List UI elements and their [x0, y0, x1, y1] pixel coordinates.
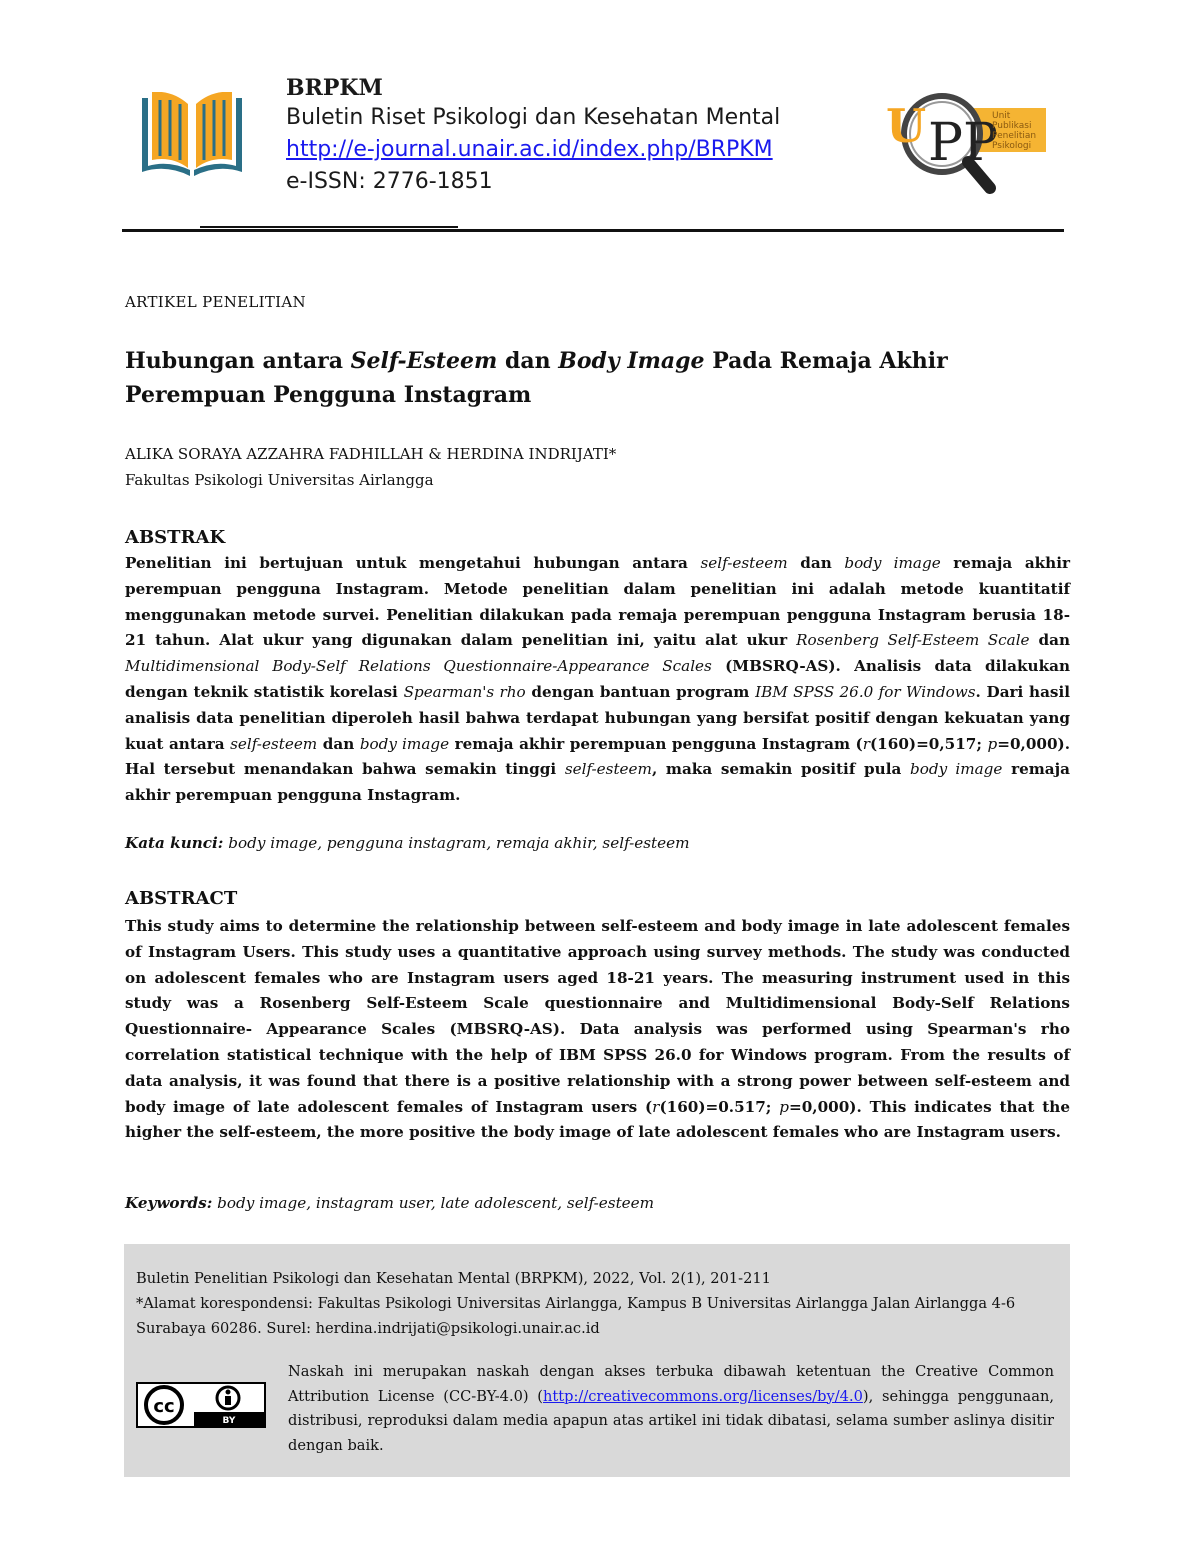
keywords-label: Keywords:	[125, 1194, 213, 1212]
journal-name: Buletin Riset Psikologi dan Kesehatan Mental	[286, 105, 781, 130]
keywords-values: body image, instagram user, late adolescent, self-esteem	[212, 1194, 655, 1212]
affiliation: Fakultas Psikologi Universitas Airlangga	[125, 471, 434, 489]
abstract-heading: ABSTRACT	[125, 888, 238, 909]
abstrak-heading: ABSTRAK	[125, 527, 226, 548]
abstract-body: This study aims to determine the relationship between self-esteem and body image in late adolescent females of Instagram Users. This study uses a quantitative approach using survey methods. The study was conducted on adolescent females who are Instagram users aged 18-21 years. The measuring instrument used in this study was a Rosenberg Self-Esteem Scale questionnaire and Multidimensional Body-Self Relations Questionnaire- Appearance Scales (MBSRQ-AS). Data analysis was performed using Spearman's rho correlation statistical technique with the help of IBM SPSS 26.0 for Windows program. From the results of data analysis, it was found that there is a positive relationship with a strong power between self-esteem and body image of late adolescent females of Instagram users (r(160)=0.517; p=0,000). This indicates that the higher the self-esteem, the more positive the body image of late adolescent females who are Instagram users.	[125, 917, 1070, 1142]
author-block	[125, 441, 616, 493]
upp-logo-text-3: Penelitian	[992, 131, 1037, 141]
journal-acronym: BRPKM	[286, 75, 383, 101]
license-url-link[interactable]: http://creativecommons.org/licenses/by/4.0	[543, 1387, 863, 1405]
abstrak-body: Penelitian ini bertujuan untuk mengetahui hubungan antara self-esteem dan body image remaja akhir perempuan pengguna Instagram. Metode penelitian dalam penelitian ini adalah metode kuantitatif menggunakan metode survei. Penelitian dilakukan pada remaja perempuan pengguna Instagram berusia 18-21 tahun. Alat ukur yang digunakan dalam penelitian ini, yaitu alat ukur Rosenberg Self-Esteem Scale dan Multidimensional Body-Self Relations Questionnaire-Appearance Scales (MBSRQ-AS). Analisis data dilakukan dengan teknik statistik korelasi Spearman's rho dengan bantuan program IBM SPSS 26.0 for Windows. Dari hasil analisis data penelitian diperoleh hasil bahwa terdapat hubungan yang bersifat positif dengan kekuatan yang kuat antara self-esteem dan body image remaja akhir perempuan pengguna Instagram (r(160)=0,517; p=0,000). Hal tersebut menandakan bahwa semakin tinggi self-esteem, maka semakin positif pula body image remaja akhir perempuan pengguna Instagram.	[125, 554, 1071, 805]
header-rule	[122, 229, 1064, 232]
upp-logo-text-4: Psikologi	[992, 141, 1032, 151]
keywords	[125, 1194, 654, 1212]
title-italic-self-esteem: Self-Esteem	[350, 348, 498, 374]
kata-kunci-values: body image, pengguna instagram, remaja akhir, self-esteem	[223, 834, 690, 852]
by-icon-text: BY	[222, 1416, 236, 1426]
article-title: Hubungan antara Self-Esteem dan Body Image Pada Remaja Akhir Perempuan Pengguna Instagram	[125, 348, 948, 408]
journal-url-link[interactable]: http://e-journal.unair.ac.id/index.php/BRPKM	[286, 137, 773, 162]
upp-magnifier-logo	[876, 84, 1048, 196]
header-rule-accent	[200, 226, 458, 228]
footer-citation-block	[136, 1266, 1056, 1341]
upp-logo-text-1: Unit	[992, 111, 1011, 121]
authors: ALIKA SORAYA AZZAHRA FADHILLAH & HERDINA INDRIJATI*	[125, 445, 617, 463]
cc-by-license-badge	[136, 1382, 266, 1428]
license-statement: Naskah ini merupakan naskah dengan akses terbuka dibawah ketentuan the Creative Common Attribution License (CC-BY-4.0) (http://creativecommons.org/licenses/by/4.0), sehingga penggunaan, distribusi, reproduksi dalam media apapun atas artikel ini tidak dibatasi, selama sumber aslinya disitir dengan baik.	[288, 1363, 1054, 1454]
kata-kunci	[125, 834, 690, 852]
upp-logo-text-2: Publikasi	[992, 121, 1032, 131]
cc-icon-text: cc	[153, 1396, 175, 1417]
article-type-label: ARTIKEL PENELITIAN	[125, 293, 306, 311]
journal-book-logo	[140, 92, 244, 180]
kata-kunci-label: Kata kunci:	[125, 834, 224, 852]
citation-line: Buletin Penelitian Psikologi dan Kesehatan Mental (BRPKM), 2022, Vol. 2(1), 201-211	[136, 1270, 771, 1287]
correspondence-address: *Alamat korespondensi: Fakultas Psikologi Universitas Airlangga, Kampus B Universitas Airlangga Jalan Airlangga 4-6 Surabaya 60286. Surel: herdina.indrijati@psikologi.unair.ac.id	[136, 1295, 1016, 1337]
journal-eissn: e-ISSN: 2776-1851	[286, 169, 493, 194]
upp-logo-letters: PP	[928, 113, 998, 173]
upp-logo-letter-u: U	[886, 99, 927, 153]
journal-header	[286, 74, 866, 198]
title-italic-body-image: Body Image	[558, 348, 705, 374]
